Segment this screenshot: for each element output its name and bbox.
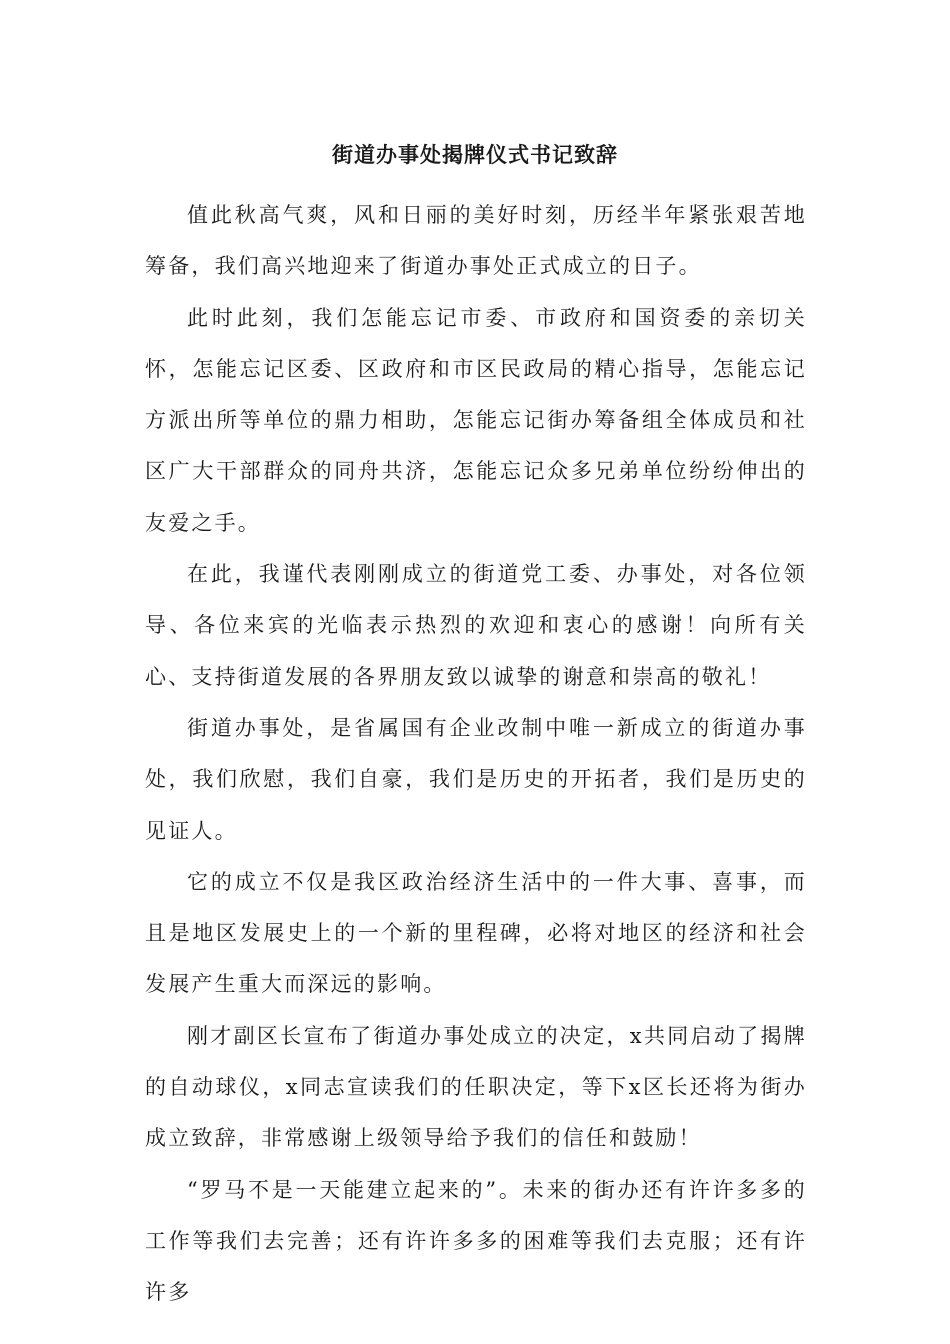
paragraph-3: 在此，我谨代表刚刚成立的街道党工委、办事处，对各位领导、各位来宾的光临表示热烈的欢迎和衷心的感谢！向所有关心、支持街道发展的各界朋友致以诚挚的谢意和崇高的敬礼！ [145, 562, 807, 689]
document-title: 街道办事处揭牌仪式书记致辞 [332, 142, 618, 167]
document-body [145, 190, 807, 1319]
paragraph-7: “罗马不是一天能建立起来的”。未来的街办还有许许多多的工作等我们去完善；还有许许多多的困难等我们去克服；还有许许多 [145, 1177, 807, 1305]
paragraph-2: 此时此刻，我们怎能忘记市委、市政府和国资委的亲切关怀，怎能忘记区委、区政府和市区民政局的精心指导，怎能忘记方派出所等单位的鼎力相助，怎能忘记街办筹备组全体成员和社区广大干部群众的同舟共济，怎能忘记众多兄弟单位纷纷伸出的友爱之手。 [145, 305, 807, 535]
paragraph-1: 值此秋高气爽，风和日丽的美好时刻，历经半年紧张艰苦地筹备，我们高兴地迎来了街道办事处正式成立的日子。 [145, 203, 807, 279]
paragraph-4: 街道办事处，是省属国有企业改制中唯一新成立的街道办事处，我们欣慰，我们自豪，我们是历史的开拓者，我们是历史的见证人。 [145, 715, 807, 843]
paragraph-5: 它的成立不仅是我区政治经济生活中的一件大事、喜事，而且是地区发展史上的一个新的里程碑，必将对地区的经济和社会发展产生重大而深远的影响。 [145, 869, 807, 997]
paragraph-6: 刚才副区长宣布了街道办事处成立的决定，x共同启动了揭牌的自动球仪，x同志宣读我们的任职决定，等下x区长还将为街办成立致辞，非常感谢上级领导给予我们的信任和鼓励！ [145, 1023, 807, 1151]
